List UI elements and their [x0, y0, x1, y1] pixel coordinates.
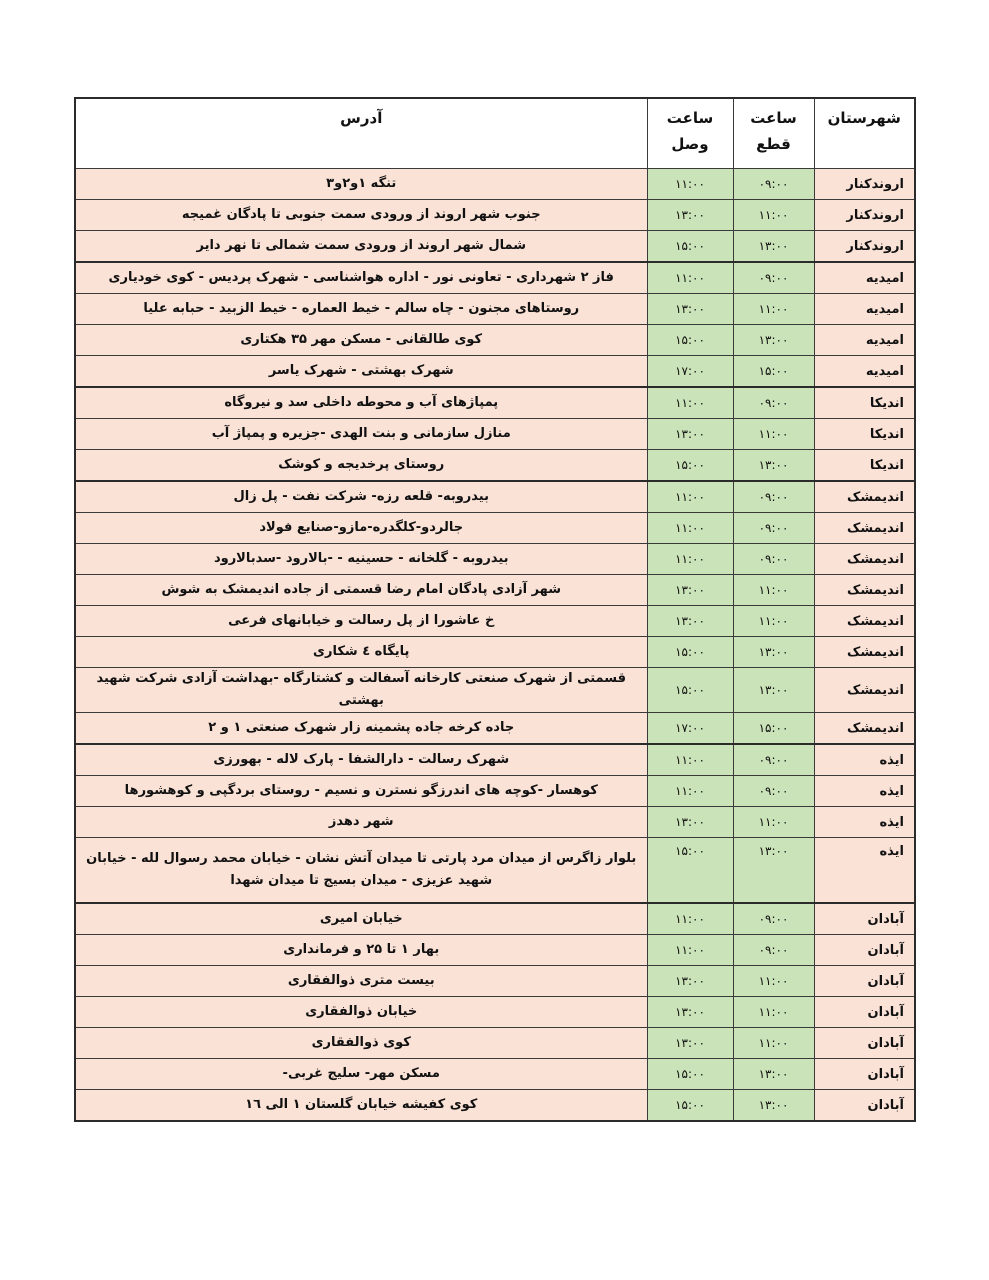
address-cell: بیدروبه - گلخانه - حسینیه - -بالارود -سدبالارود: [75, 544, 647, 575]
off-time-cell: ۱۳:۰۰: [733, 450, 814, 482]
table-row: [75, 637, 915, 668]
on-time-cell: ۱۱:۰۰: [647, 903, 733, 935]
address-cell: بیدروبه- قلعه رزه- شرکت نفت - پل زال: [75, 481, 647, 513]
table-row: [75, 356, 915, 388]
on-time-cell: ۱۱:۰۰: [647, 776, 733, 807]
table-row: [75, 169, 915, 200]
off-time-cell: ۱۳:۰۰: [733, 637, 814, 668]
address-cell: جالردو-کلگدره-مازو-صنایع فولاد: [75, 513, 647, 544]
city-cell: اروندکنار: [814, 200, 915, 231]
address-cell: پمپاژهای آب و محوطه داخلی سد و نیروگاه: [75, 387, 647, 419]
off-time-cell: ۱۵:۰۰: [733, 713, 814, 745]
city-cell: اندیمشک: [814, 668, 915, 713]
table-row: [75, 387, 915, 419]
address-cell: تنگه ۱و۲و۳: [75, 169, 647, 200]
address-cell: مسکن مهر- سلیج غربی-: [75, 1059, 647, 1090]
city-cell: آبادان: [814, 1059, 915, 1090]
off-time-cell: ۱۱:۰۰: [733, 807, 814, 838]
address-cell: کوی کفیشه خیابان گلستان ۱ الی ١٦: [75, 1090, 647, 1122]
on-time-cell: ۱۳:۰۰: [647, 419, 733, 450]
city-cell: اندیمشک: [814, 575, 915, 606]
table-row: [75, 231, 915, 263]
address-cell: جاده کرخه جاده پشمینه زار شهرک صنعتی ۱ و ۲: [75, 713, 647, 745]
table-row: [75, 1090, 915, 1122]
table-row: [75, 544, 915, 575]
table-row: [75, 668, 915, 713]
on-time-cell: ۱۱:۰۰: [647, 169, 733, 200]
city-cell: آبادان: [814, 1090, 915, 1122]
table-row: [75, 713, 915, 745]
table-row: [75, 776, 915, 807]
on-time-cell: ۱۵:۰۰: [647, 1059, 733, 1090]
off-time-cell: ۱۱:۰۰: [733, 997, 814, 1028]
outage-schedule-sheet: [74, 97, 914, 1122]
table-body: [75, 169, 915, 1122]
off-time-cell: ۱۳:۰۰: [733, 838, 814, 904]
off-time-cell: ۰۹:۰۰: [733, 513, 814, 544]
off-time-cell: ۱۳:۰۰: [733, 231, 814, 263]
on-time-cell: ۱۵:۰۰: [647, 1090, 733, 1122]
off-time-cell: ۱۱:۰۰: [733, 966, 814, 997]
table-row: [75, 325, 915, 356]
table-row: [75, 575, 915, 606]
table-row: [75, 935, 915, 966]
address-cell: خ عاشورا از پل رسالت و خیابانهای فرعی: [75, 606, 647, 637]
table-row: [75, 419, 915, 450]
address-cell: پایگاه ٤ شکاری: [75, 637, 647, 668]
table-row: [75, 1028, 915, 1059]
off-time-cell: ۱۵:۰۰: [733, 356, 814, 388]
on-time-cell: ۱۷:۰۰: [647, 356, 733, 388]
city-cell: اندیمشک: [814, 544, 915, 575]
on-time-cell: ۱۵:۰۰: [647, 231, 733, 263]
address-cell: شهرک رسالت - دارالشفا - پارک لاله - بهورزی: [75, 744, 647, 776]
on-time-cell: ۱۱:۰۰: [647, 387, 733, 419]
city-cell: اندیمشک: [814, 513, 915, 544]
on-time-cell: ۱۳:۰۰: [647, 807, 733, 838]
off-time-cell: ۰۹:۰۰: [733, 903, 814, 935]
off-time-cell: ۰۹:۰۰: [733, 744, 814, 776]
table-row: [75, 262, 915, 294]
address-cell: بیست متری ذوالفقاری: [75, 966, 647, 997]
on-time-cell: ۱۳:۰۰: [647, 966, 733, 997]
header-address: آدرس: [75, 98, 647, 169]
off-time-cell: ۰۹:۰۰: [733, 481, 814, 513]
table-row: [75, 481, 915, 513]
city-cell: اروندکنار: [814, 231, 915, 263]
table-row: [75, 838, 915, 904]
table-row: [75, 606, 915, 637]
on-time-cell: ۱۳:۰۰: [647, 606, 733, 637]
address-cell: کوهسار -کوچه های اندرزگو نسترن و نسیم - روستای بردگپی و کوهشورها: [75, 776, 647, 807]
off-time-cell: ۰۹:۰۰: [733, 262, 814, 294]
city-cell: اروندکنار: [814, 169, 915, 200]
header-on-time: ساعت وصل: [647, 98, 733, 169]
address-cell: جنوب شهر اروند از ورودی سمت جنوبی تا پادگان غمیجه: [75, 200, 647, 231]
off-time-cell: ۰۹:۰۰: [733, 776, 814, 807]
header-city: شهرستان: [814, 98, 915, 169]
on-time-cell: ۱۵:۰۰: [647, 838, 733, 904]
on-time-cell: ۱۱:۰۰: [647, 481, 733, 513]
table-row: [75, 294, 915, 325]
city-cell: اندیمشک: [814, 713, 915, 745]
city-cell: اندیمشک: [814, 637, 915, 668]
off-time-cell: ۰۹:۰۰: [733, 387, 814, 419]
on-time-cell: ۱۳:۰۰: [647, 997, 733, 1028]
address-cell: خیابان ذوالفقاری: [75, 997, 647, 1028]
address-cell: کوی طالقانی - مسکن مهر ۳۵ هکتاری: [75, 325, 647, 356]
off-time-cell: ۱۳:۰۰: [733, 1090, 814, 1122]
on-time-cell: ۱۵:۰۰: [647, 450, 733, 482]
city-cell: آبادان: [814, 935, 915, 966]
off-time-cell: ۱۳:۰۰: [733, 1059, 814, 1090]
city-cell: اندیکا: [814, 450, 915, 482]
address-cell: روستای پرخدیجه و کوشک: [75, 450, 647, 482]
city-cell: اندیکا: [814, 419, 915, 450]
address-cell: منازل سازمانی و بنت الهدی -جزیره و پمپاژ آب: [75, 419, 647, 450]
address-cell: کوی ذوالفقاری: [75, 1028, 647, 1059]
header-off-time: ساعت قطع: [733, 98, 814, 169]
address-cell: قسمتی از شهرک صنعتی کارخانه آسفالت و کشتارگاه -بهداشت آزادی شرکت شهید بهشتی: [75, 668, 647, 713]
address-cell: شهرک بهشتی - شهرک یاسر: [75, 356, 647, 388]
off-time-cell: ۱۱:۰۰: [733, 575, 814, 606]
on-time-cell: ۱۱:۰۰: [647, 744, 733, 776]
on-time-cell: ۱۱:۰۰: [647, 935, 733, 966]
outage-schedule-table: [74, 97, 916, 1122]
table-row: [75, 997, 915, 1028]
on-time-cell: ۱۳:۰۰: [647, 294, 733, 325]
city-cell: امیدیه: [814, 262, 915, 294]
table-row: [75, 1059, 915, 1090]
on-time-cell: ۱۳:۰۰: [647, 1028, 733, 1059]
off-time-cell: ۰۹:۰۰: [733, 169, 814, 200]
address-cell: شمال شهر اروند از ورودی سمت شمالی تا نهر دایر: [75, 231, 647, 263]
city-cell: امیدیه: [814, 356, 915, 388]
city-cell: اندیکا: [814, 387, 915, 419]
off-time-cell: ۱۳:۰۰: [733, 668, 814, 713]
on-time-cell: ۱۵:۰۰: [647, 637, 733, 668]
city-cell: آبادان: [814, 966, 915, 997]
city-cell: ایذه: [814, 744, 915, 776]
table-row: [75, 903, 915, 935]
city-cell: اندیمشک: [814, 481, 915, 513]
off-time-cell: ۱۳:۰۰: [733, 325, 814, 356]
off-time-cell: ۱۱:۰۰: [733, 419, 814, 450]
city-cell: ایذه: [814, 776, 915, 807]
city-cell: آبادان: [814, 1028, 915, 1059]
address-cell: روستاهای مجنون - چاه سالم - خیط العماره - خیط الزبید - حبابه علیا: [75, 294, 647, 325]
table-row: [75, 744, 915, 776]
table-row: [75, 513, 915, 544]
on-time-cell: ۱۳:۰۰: [647, 200, 733, 231]
on-time-cell: ۱۳:۰۰: [647, 575, 733, 606]
city-cell: آبادان: [814, 903, 915, 935]
off-time-cell: ۱۱:۰۰: [733, 1028, 814, 1059]
on-time-cell: ۱۵:۰۰: [647, 668, 733, 713]
on-time-cell: ۱۵:۰۰: [647, 325, 733, 356]
off-time-cell: ۰۹:۰۰: [733, 544, 814, 575]
address-cell: شهر دهدز: [75, 807, 647, 838]
table-header-row: [75, 98, 915, 169]
off-time-cell: ۱۱:۰۰: [733, 294, 814, 325]
address-cell: بلوار زاگرس از میدان مرد پارتی تا میدان آتش نشان - خیابان محمد رسوال لله - خیابان شهید عزیزی - میدان بسیج تا میدان شهدا: [75, 838, 647, 904]
table-row: [75, 200, 915, 231]
address-cell: خیابان امیری: [75, 903, 647, 935]
table-row: [75, 450, 915, 482]
table-row: [75, 966, 915, 997]
city-cell: امیدیه: [814, 294, 915, 325]
address-cell: شهر آزادی پادگان امام رضا قسمتی از جاده اندیمشک به شوش: [75, 575, 647, 606]
off-time-cell: ۱۱:۰۰: [733, 200, 814, 231]
on-time-cell: ۱۷:۰۰: [647, 713, 733, 745]
city-cell: ایذه: [814, 807, 915, 838]
on-time-cell: ۱۱:۰۰: [647, 262, 733, 294]
on-time-cell: ۱۱:۰۰: [647, 513, 733, 544]
address-cell: فاز ۲ شهرداری - تعاونی نور - اداره هواشناسی - شهرک پردیس - کوی خودیاری: [75, 262, 647, 294]
off-time-cell: ۱۱:۰۰: [733, 606, 814, 637]
city-cell: اندیمشک: [814, 606, 915, 637]
city-cell: امیدیه: [814, 325, 915, 356]
city-cell: آبادان: [814, 997, 915, 1028]
table-row: [75, 807, 915, 838]
address-cell: بهار ۱ تا ۲۵ و فرمانداری: [75, 935, 647, 966]
city-cell: ایذه: [814, 838, 915, 904]
on-time-cell: ۱۱:۰۰: [647, 544, 733, 575]
off-time-cell: ۰۹:۰۰: [733, 935, 814, 966]
